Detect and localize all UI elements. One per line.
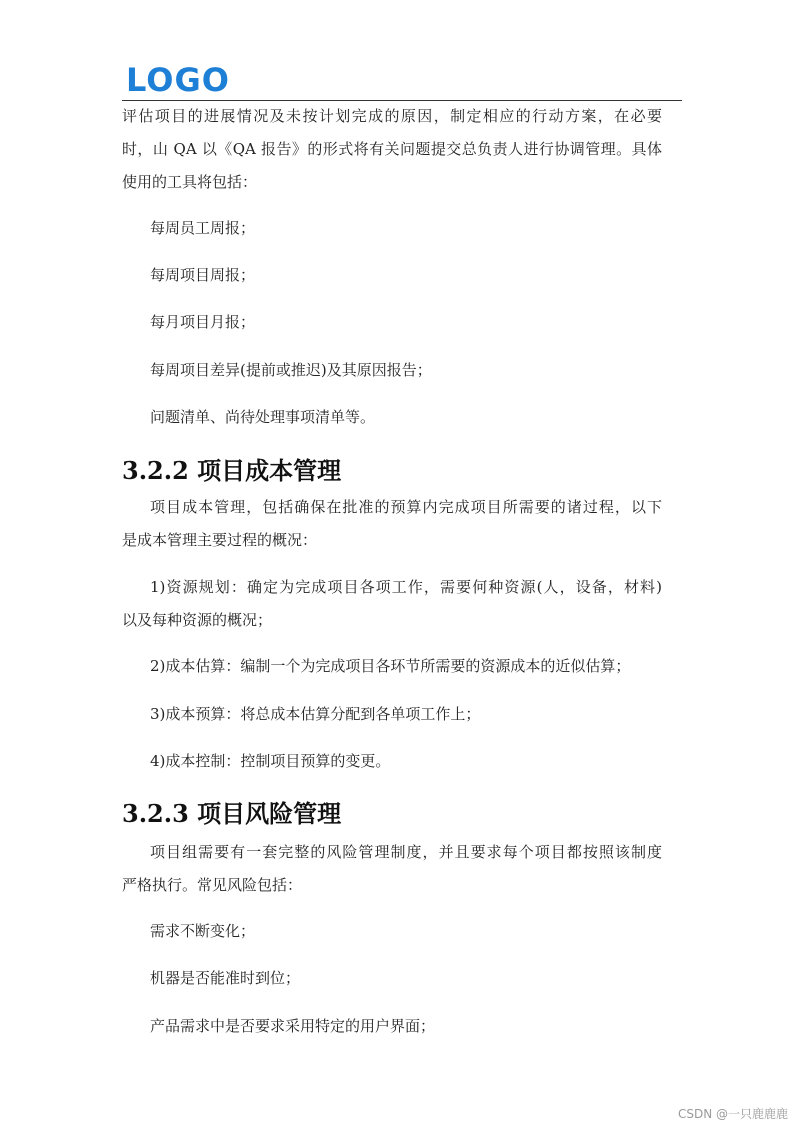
list-item: 需求不断变化； bbox=[150, 922, 256, 940]
list-item: 问题清单、尚待处理事项清单等。 bbox=[150, 408, 376, 426]
list-item: 每周项目差异(提前或推迟)及其原因报告； bbox=[150, 361, 432, 379]
list-item: 3)成本预算：将总成本估算分配到各单项工作上； bbox=[150, 705, 481, 723]
paragraph-line: 项目组需要有一套完整的风险管理制度，并且要求每个项目都按照该制度 bbox=[150, 843, 662, 861]
paragraph-line: 严格执行。常见风险包括： bbox=[122, 876, 303, 894]
paragraph-line: 项目成本管理，包括确保在批准的预算内完成项目所需要的诸过程，以下 bbox=[150, 498, 662, 516]
list-item: 每月项目月报； bbox=[150, 313, 256, 331]
watermark: CSDN @一只鹿鹿鹿 bbox=[677, 1107, 788, 1121]
list-item: 每周项目周报； bbox=[150, 266, 256, 284]
list-item: 机器是否能准时到位； bbox=[150, 969, 301, 987]
logo: LOGO bbox=[126, 61, 230, 99]
list-item: 1)资源规划：确定为完成项目各项工作，需要何种资源(人，设备，材料) bbox=[150, 578, 662, 596]
section-heading: 3.2.2 项目成本管理 bbox=[122, 456, 342, 485]
paragraph-line: 使用的工具将包括： bbox=[122, 173, 258, 191]
list-item: 以及每种资源的概况； bbox=[122, 611, 273, 629]
list-item: 4)成本控制：控制项目预算的变更。 bbox=[150, 752, 391, 770]
paragraph-line: 时，山 QA 以《QA 报告》的形式将有关问题提交总负责人进行协调管理。具体 bbox=[122, 140, 662, 158]
paragraph-line: 是成本管理主要过程的概况： bbox=[122, 531, 318, 549]
list-item: 2)成本估算：编制一个为完成项目各环节所需要的资源成本的近似估算； bbox=[150, 657, 631, 675]
page-header bbox=[122, 60, 682, 101]
section-heading: 3.2.3 项目风险管理 bbox=[122, 799, 342, 828]
paragraph-line: 评估项目的进展情况及未按计划完成的原因，制定相应的行动方案，在必要 bbox=[122, 107, 662, 125]
list-item: 产品需求中是否要求采用特定的用户界面； bbox=[150, 1017, 436, 1035]
list-item: 每周员工周报； bbox=[150, 219, 256, 237]
